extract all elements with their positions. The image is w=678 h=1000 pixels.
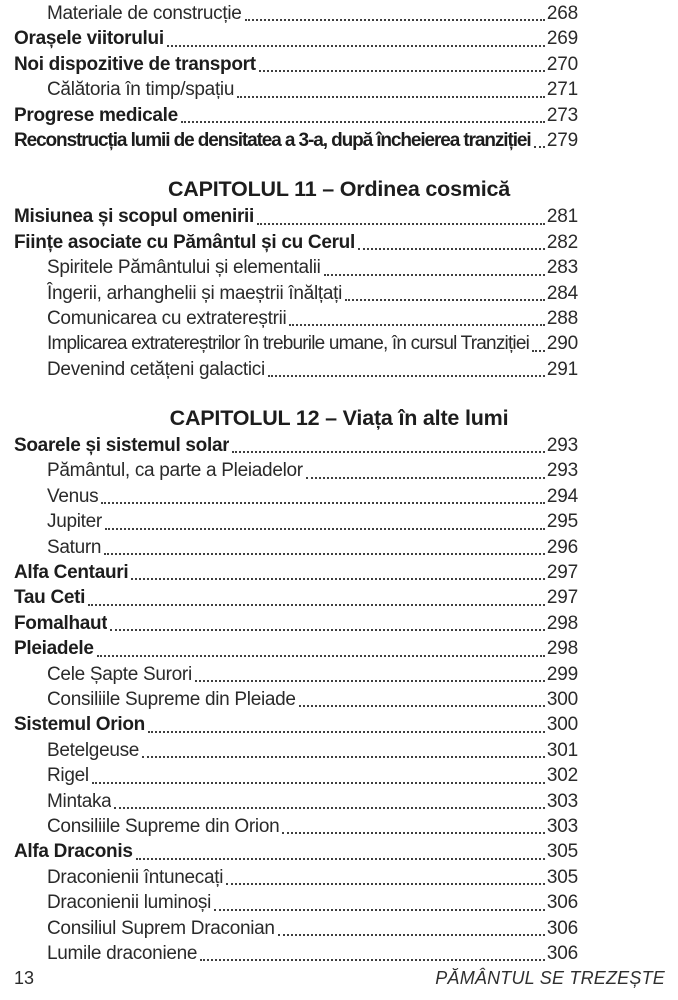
dot-leader bbox=[237, 96, 545, 98]
chapter-heading: CAPITOLUL 12 – Viața în alte lumi bbox=[169, 406, 509, 431]
toc-entry-page: 293 bbox=[546, 460, 578, 482]
dot-leader bbox=[88, 604, 545, 606]
dot-leader bbox=[92, 782, 545, 784]
toc-entry-label: Noi dispozitive de transport bbox=[14, 53, 256, 75]
toc-entry-label: Venus bbox=[47, 485, 99, 507]
toc-entry-page: 301 bbox=[546, 739, 578, 761]
dot-leader bbox=[97, 655, 545, 657]
dot-leader bbox=[268, 375, 545, 377]
toc-entry-page: 298 bbox=[546, 638, 578, 660]
dot-leader bbox=[226, 883, 545, 885]
toc-entry-label: Saturn bbox=[47, 536, 102, 558]
toc-entry-page: 284 bbox=[546, 282, 578, 304]
dot-leader bbox=[195, 680, 545, 682]
toc-entry-label: Draconienii luminoși bbox=[47, 892, 212, 914]
dot-leader bbox=[532, 350, 545, 352]
dot-leader bbox=[358, 248, 545, 250]
toc-entry-label: Lumile draconiene bbox=[47, 942, 198, 964]
dot-leader bbox=[131, 578, 545, 580]
toc-entry-page: 288 bbox=[546, 307, 578, 329]
toc-entry[interactable] bbox=[14, 433, 578, 458]
toc-entry-label: Orașele viitorului bbox=[14, 28, 164, 50]
toc-entry-page: 297 bbox=[546, 562, 578, 584]
toc-entry-label: Ființe asociate cu Pământul și cu Cerul bbox=[14, 231, 355, 253]
toc-entry-page: 268 bbox=[546, 3, 578, 24]
toc-entry-list bbox=[14, 433, 578, 966]
dot-leader bbox=[200, 959, 545, 961]
dot-leader bbox=[101, 502, 545, 504]
toc-entry[interactable] bbox=[14, 128, 578, 153]
toc-entry-page: 302 bbox=[546, 765, 578, 787]
toc-entry-page: 298 bbox=[546, 612, 578, 634]
dot-leader bbox=[181, 121, 545, 123]
toc-entry-page: 293 bbox=[546, 435, 578, 457]
toc-entry-page: 296 bbox=[546, 536, 578, 558]
toc-entry[interactable] bbox=[14, 1, 578, 26]
dot-leader bbox=[278, 934, 545, 936]
page-footer bbox=[14, 968, 665, 989]
toc-entry-page: 281 bbox=[546, 206, 578, 228]
toc-entry-label: Comunicarea cu extratereștrii bbox=[47, 307, 287, 329]
toc-entry-page: 273 bbox=[546, 104, 578, 126]
toc-entry-label: Rigel bbox=[47, 765, 89, 787]
toc-entry-page: 305 bbox=[546, 841, 578, 863]
dot-leader bbox=[136, 858, 545, 860]
toc-entry-label: Sistemul Orion bbox=[14, 714, 145, 736]
toc-entry[interactable] bbox=[14, 814, 578, 839]
toc-entry[interactable] bbox=[14, 357, 578, 382]
toc-entry[interactable] bbox=[14, 738, 578, 763]
toc-entry-page: 295 bbox=[546, 511, 578, 533]
toc-entry[interactable] bbox=[14, 941, 578, 966]
dot-leader bbox=[245, 19, 545, 21]
dot-leader bbox=[114, 807, 544, 809]
dot-leader bbox=[257, 223, 545, 225]
toc-entry[interactable] bbox=[14, 281, 578, 306]
toc-entry-page: 282 bbox=[546, 231, 578, 253]
toc-entry[interactable] bbox=[14, 611, 578, 636]
toc-entry-page: 306 bbox=[546, 892, 578, 914]
toc-entry-label: Alfa Centauri bbox=[14, 562, 129, 584]
toc-entry-page: 271 bbox=[546, 79, 578, 101]
table-of-contents bbox=[14, 1, 578, 966]
toc-entry[interactable] bbox=[14, 255, 578, 280]
toc-entry-page: 305 bbox=[546, 866, 578, 888]
toc-entry[interactable] bbox=[14, 230, 578, 255]
toc-entry-list bbox=[14, 204, 578, 382]
toc-entry[interactable] bbox=[14, 484, 578, 509]
toc-entry[interactable] bbox=[14, 306, 578, 331]
toc-entry-page: 303 bbox=[546, 790, 578, 812]
toc-entry-label: Devenind cetățeni galactici bbox=[47, 358, 265, 380]
toc-entry-page: 283 bbox=[546, 257, 578, 279]
toc-entry[interactable] bbox=[14, 865, 578, 890]
toc-entry-page: 306 bbox=[546, 942, 578, 964]
dot-leader bbox=[110, 629, 545, 631]
dot-leader bbox=[142, 756, 545, 758]
toc-entry-label: Consiliile Supreme din Pleiade bbox=[47, 688, 296, 710]
toc-entry[interactable] bbox=[14, 103, 578, 128]
dot-leader bbox=[232, 451, 545, 453]
toc-entry[interactable] bbox=[14, 687, 578, 712]
dot-leader bbox=[167, 45, 545, 47]
toc-entry-page: 291 bbox=[546, 358, 578, 380]
dot-leader bbox=[299, 705, 545, 707]
toc-entry-label: Pământul, ca parte a Pleiadelor bbox=[47, 460, 303, 482]
toc-entry[interactable] bbox=[14, 916, 578, 941]
toc-entry-label: Tau Ceti bbox=[14, 587, 86, 609]
toc-entry-label: Pleiadele bbox=[14, 638, 94, 660]
toc-entry-list bbox=[14, 1, 578, 153]
toc-entry-label: Mintaka bbox=[47, 790, 112, 812]
toc-entry-page: 297 bbox=[546, 587, 578, 609]
dot-leader bbox=[306, 477, 545, 479]
toc-entry-page: 270 bbox=[546, 53, 578, 75]
toc-entry[interactable] bbox=[14, 77, 578, 102]
toc-entry-page: 300 bbox=[546, 688, 578, 710]
toc-entry[interactable] bbox=[14, 789, 578, 814]
toc-entry-label: Îngerii, arhanghelii și maeștrii înălțați bbox=[47, 282, 343, 304]
toc-entry[interactable] bbox=[14, 535, 578, 560]
toc-entry-page: 300 bbox=[546, 714, 578, 736]
toc-entry[interactable] bbox=[14, 52, 578, 77]
toc-entry-label: Reconstrucția lumii de densitatea a 3-a, după încheierea tranziției bbox=[14, 129, 531, 151]
toc-entry-label: Soarele și sistemul solar bbox=[14, 435, 230, 457]
toc-entry-label: Progrese medicale bbox=[14, 104, 178, 126]
toc-entry[interactable] bbox=[14, 585, 578, 610]
toc-entry[interactable] bbox=[14, 204, 578, 229]
dot-leader bbox=[214, 909, 545, 911]
toc-entry[interactable] bbox=[14, 509, 578, 534]
dot-leader bbox=[105, 528, 545, 530]
toc-entry[interactable] bbox=[14, 662, 578, 687]
toc-entry[interactable] bbox=[14, 763, 578, 788]
toc-entry-page: 269 bbox=[546, 28, 578, 50]
toc-section bbox=[14, 403, 578, 966]
toc-entry[interactable] bbox=[14, 26, 578, 51]
dot-leader bbox=[534, 146, 545, 148]
toc-entry-page: 290 bbox=[546, 333, 578, 355]
toc-entry[interactable] bbox=[14, 839, 578, 864]
toc-entry-label: Călătoria în timp/spațiu bbox=[47, 79, 235, 101]
toc-section bbox=[14, 174, 578, 382]
toc-entry-page: 306 bbox=[546, 917, 578, 939]
dot-leader bbox=[104, 553, 545, 555]
toc-section bbox=[14, 1, 578, 153]
toc-entry-page: 279 bbox=[546, 129, 578, 151]
toc-entry-label: Draconienii întunecați bbox=[47, 866, 224, 888]
toc-entry[interactable] bbox=[14, 331, 578, 356]
running-title: PĂMÂNTUL SE TREZEȘTE bbox=[435, 968, 665, 988]
toc-entry[interactable] bbox=[14, 560, 578, 585]
toc-entry-page: 294 bbox=[546, 485, 578, 507]
toc-entry-label: Misiunea și scopul omenirii bbox=[14, 206, 255, 228]
toc-entry-page: 299 bbox=[546, 663, 578, 685]
toc-entry-label: Fomalhaut bbox=[14, 612, 108, 634]
toc-entry-page: 303 bbox=[546, 815, 578, 837]
toc-entry-label: Consiliile Supreme din Orion bbox=[47, 815, 280, 837]
toc-entry[interactable] bbox=[14, 458, 578, 483]
toc-entry-label: Consiliul Suprem Draconian bbox=[47, 917, 275, 939]
toc-entry-label: Materiale de construcție bbox=[47, 3, 242, 24]
dot-leader bbox=[289, 324, 544, 326]
dot-leader bbox=[324, 274, 545, 276]
toc-entry[interactable] bbox=[14, 890, 578, 915]
toc-entry-label: Betelgeuse bbox=[47, 739, 140, 761]
toc-entry[interactable] bbox=[14, 712, 578, 737]
toc-entry-label: Spiritele Pământului și elementalii bbox=[47, 257, 321, 279]
chapter-heading: CAPITOLUL 11 – Ordinea cosmică bbox=[167, 177, 511, 202]
toc-entry-label: Cele Șapte Surori bbox=[47, 663, 192, 685]
dot-leader bbox=[345, 299, 545, 301]
toc-entry-label: Implicarea extratereștrilor în treburile umane, în cursul Tranziției bbox=[47, 333, 530, 355]
toc-entry-label: Alfa Draconis bbox=[14, 841, 133, 863]
toc-entry-label: Jupiter bbox=[47, 511, 102, 533]
toc-entry[interactable] bbox=[14, 636, 578, 661]
dot-leader bbox=[148, 731, 545, 733]
dot-leader bbox=[282, 832, 545, 834]
page-number: 13 bbox=[14, 968, 35, 988]
dot-leader bbox=[259, 70, 545, 72]
